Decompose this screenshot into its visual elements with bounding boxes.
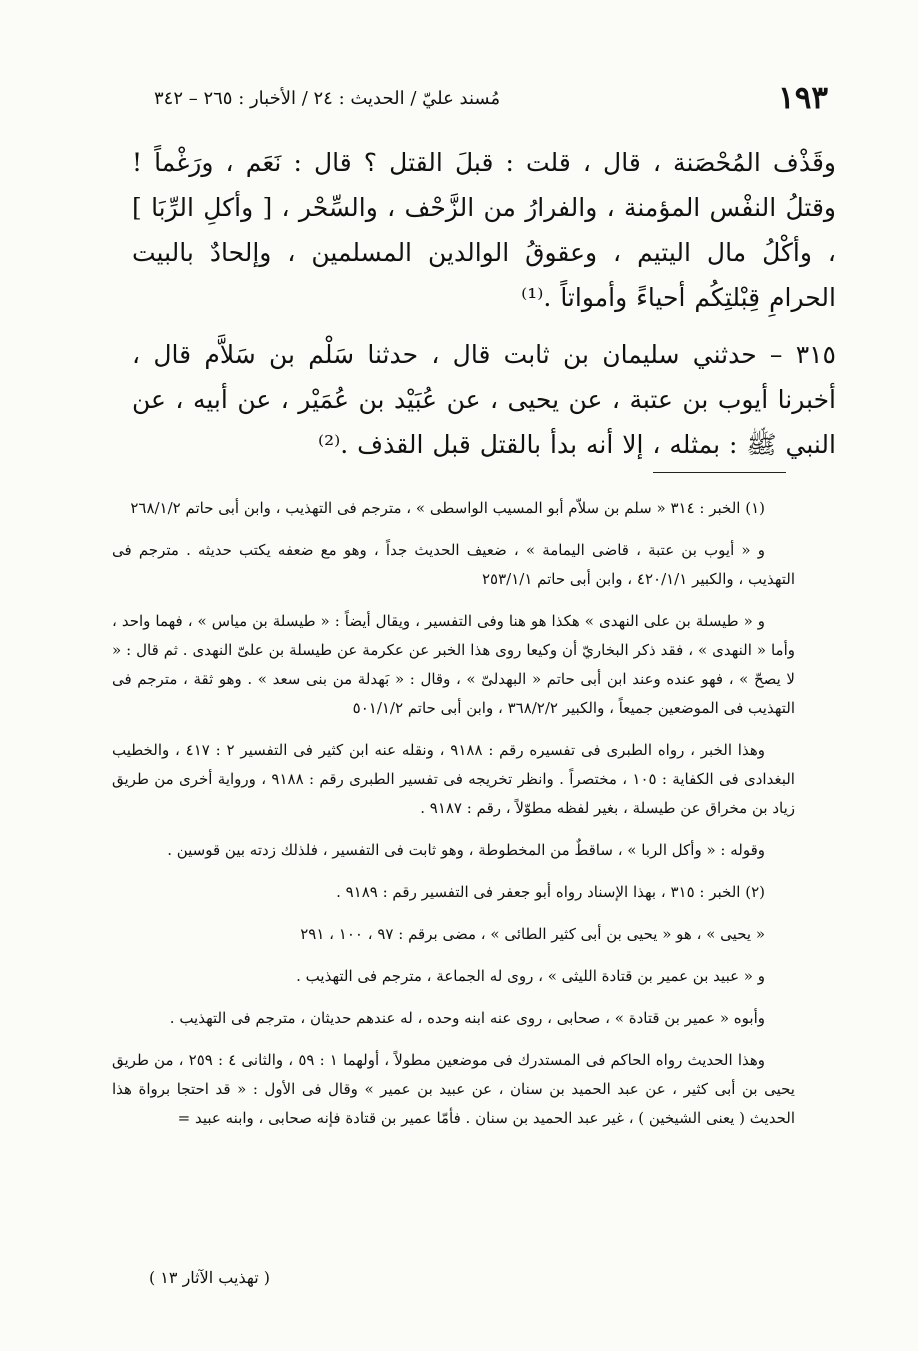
footnote: و « طيسلة بن على النهدى » هكذا هو هنا وفى التفسير ، ويقال أيضاً : « طيسلة بن مياس » ، فهما واحد ، وأما « النهدى » ، فقد ذكر البخاريّ أن وكيعا روى هذا الخبر عن عكرمة عن طيسلة بن علىّ النهدى . ثم قال : « لا يصحّ » ، فهو عنده وعند ابن أبى حاتم « البهدلىّ » ، وقال : « بَهدلة من بنى سعد » . وهو ثقة ، مترجم فى التهذيب فى الموضعين جميعاً ، والكبير ٣٦٨/٢/٢ ، وابن أبى حاتم ٥٠١/١/٢ (112, 612, 795, 717)
footnote-divider (653, 472, 786, 473)
footnote: وقوله : « وأكل الربا » ، ساقطٌ من المخطوطة ، وهو ثابت فى التفسير ، فلذلك زدته بين قوسين . (167, 841, 765, 859)
footnotes (112, 494, 795, 1146)
page-number: ١٩٣ (778, 80, 828, 116)
footnote: وهذا الخبر ، رواه الطبرى فى تفسيره رقم : ٩١٨٨ ، ونقله عنه ابن كثير فى التفسير ٢ : ٤١٧ ، والخطيب البغدادى فى الكفاية : ١٠٥ ، مختصراً . وانظر تخريجه فى تفسير الطبرى رقم : ٩١٨٨ ، ورواية أخرى من طريق زياد بن مخراق عن طيسلة ، بغير لفظه مطوّلاً ، رقم : ٩١٨٧ . (112, 741, 795, 817)
footnote: و « أيوب بن عتبة ، قاضى اليمامة » ، ضعيف الحديث جداً ، وهو مع ضعفه يكتب حديثه . مترجم فى التهذيب ، والكبير ٤٢٠/١/١ ، وابن أبى حاتم ٢٥٣/١/١ (112, 541, 795, 588)
main-text (132, 140, 836, 467)
footnote: (٢) الخبر : ٣١٥ ، بهذا الإسناد رواه أبو جعفر فى التفسير رقم : ٩١٨٩ . (336, 883, 765, 901)
footnote: وأبوه « عمير بن قتادة » ، صحابى ، روى عنه ابنه وحده ، له عندهم حديثان ، مترجم فى التهذيب . (169, 1009, 765, 1027)
signature-mark: ( تهذيب الآثار ١٣ ) (148, 1268, 270, 1287)
main-paragraph: وقَذْف المُحْصَنة ، قال ، قلت : قبلَ القتل ؟ قال : نَعَم ، ورَغْماً ! وقتلُ النفْس المؤمنة ، والفرارُ من الزَّحْف ، والسِّحْر ، [ وأكلِ الرِّبَا ] ، وأكْلُ مال اليتيم ، وعقوقُ الوالدين المسلمين ، وإلحادٌ بالبيت الحرامِ قِبْلتِكُم أحياءً وأمواتاً .⁽¹⁾ (132, 148, 836, 312)
page-header (130, 80, 828, 124)
footnote: (١) الخبر : ٣١٤ « سلم بن سلاّم أبو المسيب الواسطى » ، مترجم فى التهذيب ، وابن أبى حاتم ٢٦٨/١/٢ (130, 499, 765, 517)
main-paragraph: ٣١٥ – حدثني سليمان بن ثابت قال ، حدثنا سَلْم بن سَلاَّم قال ، أخبرنا أيوب بن عتبة ، عن يحيى ، عن عُبَيْد بن عُمَيْر ، عن أبيه ، عن النبي ﷺ : بمثله ، إلا أنه بدأ بالقتل قبل القذف .⁽²⁾ (132, 340, 836, 459)
footnote: وهذا الحديث رواه الحاكم فى المستدرك فى موضعين مطولاً ، أولهما ١ : ٥٩ ، والثانى ٤ : ٢٥٩ ، من طريق يحيى بن أبى كثير ، عن عبد الحميد بن سنان ، عن عبيد بن عمير » وقال فى الأول : « قد احتجا برواة هذا الحديث ( يعنى الشيخين ) ، غير عبد الحميد بن سنان . فأمّا عمير بن قتادة فإنه صحابى ، وابنه عبيد = (112, 1051, 795, 1127)
footnote: و « عبيد بن عمير بن قتادة الليثى » ، روى له الجماعة ، مترجم فى التهذيب . (296, 967, 765, 985)
running-title: مُسند عليّ / الحديث : ٢٤ / الأخبار : ٢٦٥ – ٣٤٢ (154, 88, 501, 109)
footnote: « يحيى » ، هو « يحيى بن أبى كثير الطائى » ، مضى برقم : ٩٧ ، ١٠٠ ، ٢٩١ (300, 925, 765, 943)
